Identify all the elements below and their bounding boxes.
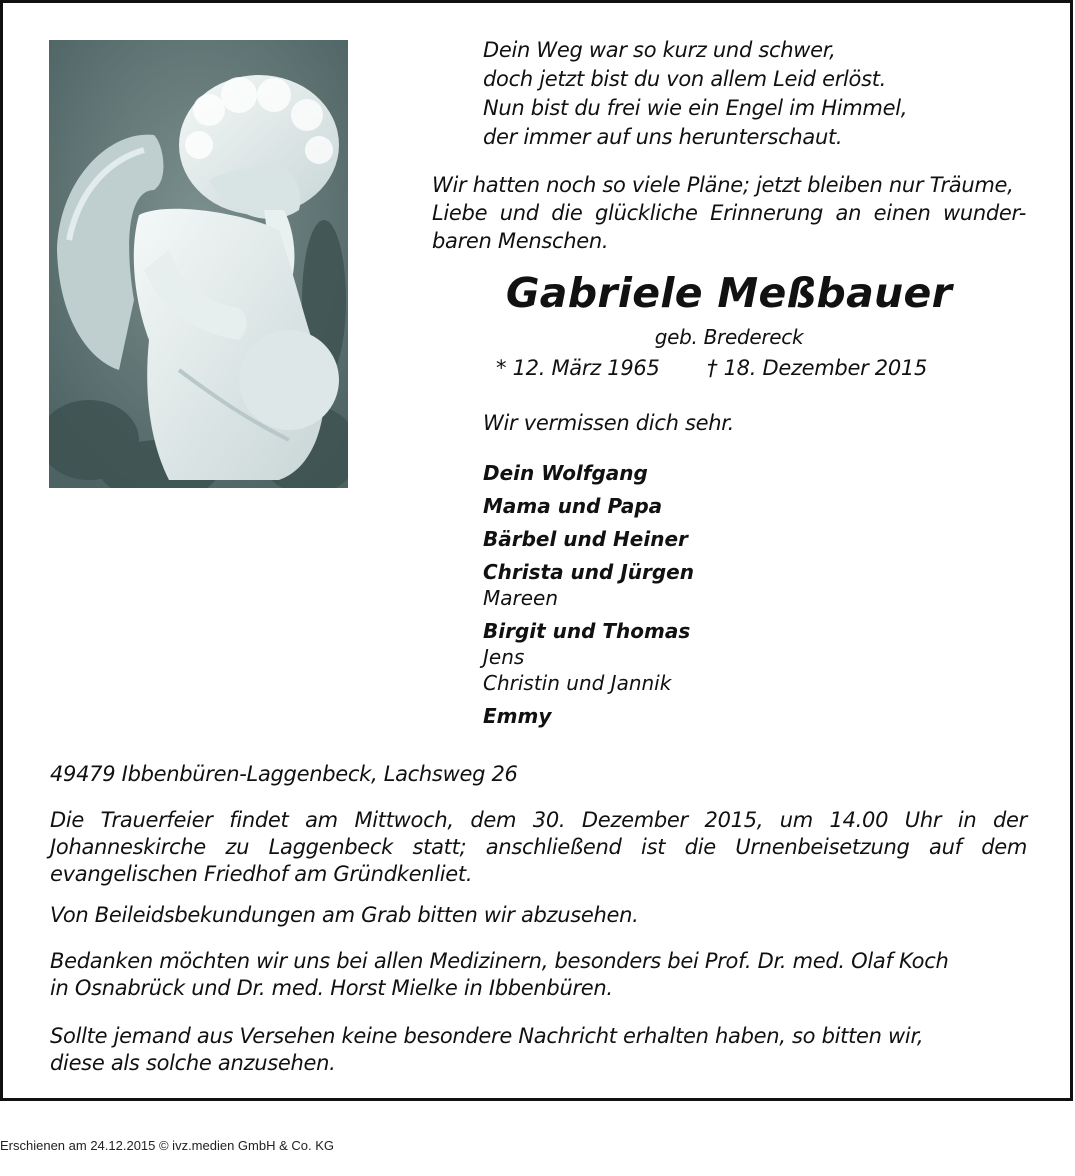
- condolence-notice: Von Beileidsbekundungen am Grab bitten wir abzusehen.: [50, 903, 639, 927]
- family-main: Christa und Jürgen: [483, 560, 694, 584]
- poem-line: doch jetzt bist du von allem Leid erlöst.: [483, 67, 887, 91]
- family-group: [483, 460, 694, 487]
- address: 49479 Ibbenbüren-Laggenbeck, Lachsweg 26: [50, 762, 518, 786]
- publication-footer: Erschienen am 24.12.2015 © ivz.medien GmbH & Co. KG: [0, 1138, 335, 1153]
- birth-name: geb. Bredereck: [654, 325, 804, 349]
- family-group: [483, 618, 694, 697]
- family-main: Dein Wolfgang: [483, 461, 648, 485]
- angel-statue-photo: [49, 40, 348, 488]
- family-main: Emmy: [483, 704, 552, 728]
- poem: [483, 36, 907, 152]
- thanks-notice: [50, 948, 1027, 1002]
- deceased-name: Gabriele Meßbauer: [505, 269, 953, 317]
- life-dates: [496, 356, 927, 380]
- intro-line: Liebe und die glückliche Erinnerung an einen wunder-: [432, 201, 1026, 225]
- family-member: Christin und Jannik: [483, 671, 672, 695]
- intro-line: Wir hatten noch so viele Pläne; jetzt bleiben nur Träume,: [432, 173, 1014, 197]
- family-group: [483, 493, 694, 520]
- intro-text: [432, 171, 1026, 255]
- family-main: Mama und Papa: [483, 494, 663, 518]
- notice-line: diese als solche anzusehen.: [50, 1051, 336, 1075]
- funeral-notice: Die Trauerfeier findet am Mittwoch, dem 30. Dezember 2015, um 14.00 Uhr in der Johanneskirche zu Laggenbeck statt; anschließend ist die Urnenbeisetzung auf dem evangelischen Friedhof am Gründkenliet.: [50, 808, 1027, 886]
- birth-date: * 12. März 1965: [496, 356, 660, 380]
- intro-line: baren Menschen.: [432, 229, 609, 253]
- family-main: Bärbel und Heiner: [483, 527, 688, 551]
- poem-line: der immer auf uns herunterschaut.: [483, 125, 843, 149]
- closing-line: Wir vermissen dich sehr.: [483, 411, 735, 435]
- notice-note: [50, 1023, 1027, 1077]
- family-main: Birgit und Thomas: [483, 619, 691, 643]
- thanks-line: Bedanken möchten wir uns bei allen Medizinern, besonders bei Prof. Dr. med. Olaf Koch: [50, 949, 949, 973]
- family-list: [483, 460, 694, 736]
- family-member: Jens: [483, 645, 525, 669]
- family-group: [483, 703, 694, 730]
- family-group: [483, 526, 694, 553]
- poem-line: Dein Weg war so kurz und schwer,: [483, 38, 836, 62]
- death-date: † 18. Dezember 2015: [707, 356, 928, 380]
- thanks-line: in Osnabrück und Dr. med. Horst Mielke in Ibbenbüren.: [50, 976, 613, 1000]
- notice-line: Sollte jemand aus Versehen keine besondere Nachricht erhalten haben, so bitten wir,: [50, 1024, 924, 1048]
- poem-line: Nun bist du frei wie ein Engel im Himmel,: [483, 96, 908, 120]
- family-group: [483, 559, 694, 612]
- family-member: Mareen: [483, 586, 559, 610]
- angel-image: [49, 40, 348, 488]
